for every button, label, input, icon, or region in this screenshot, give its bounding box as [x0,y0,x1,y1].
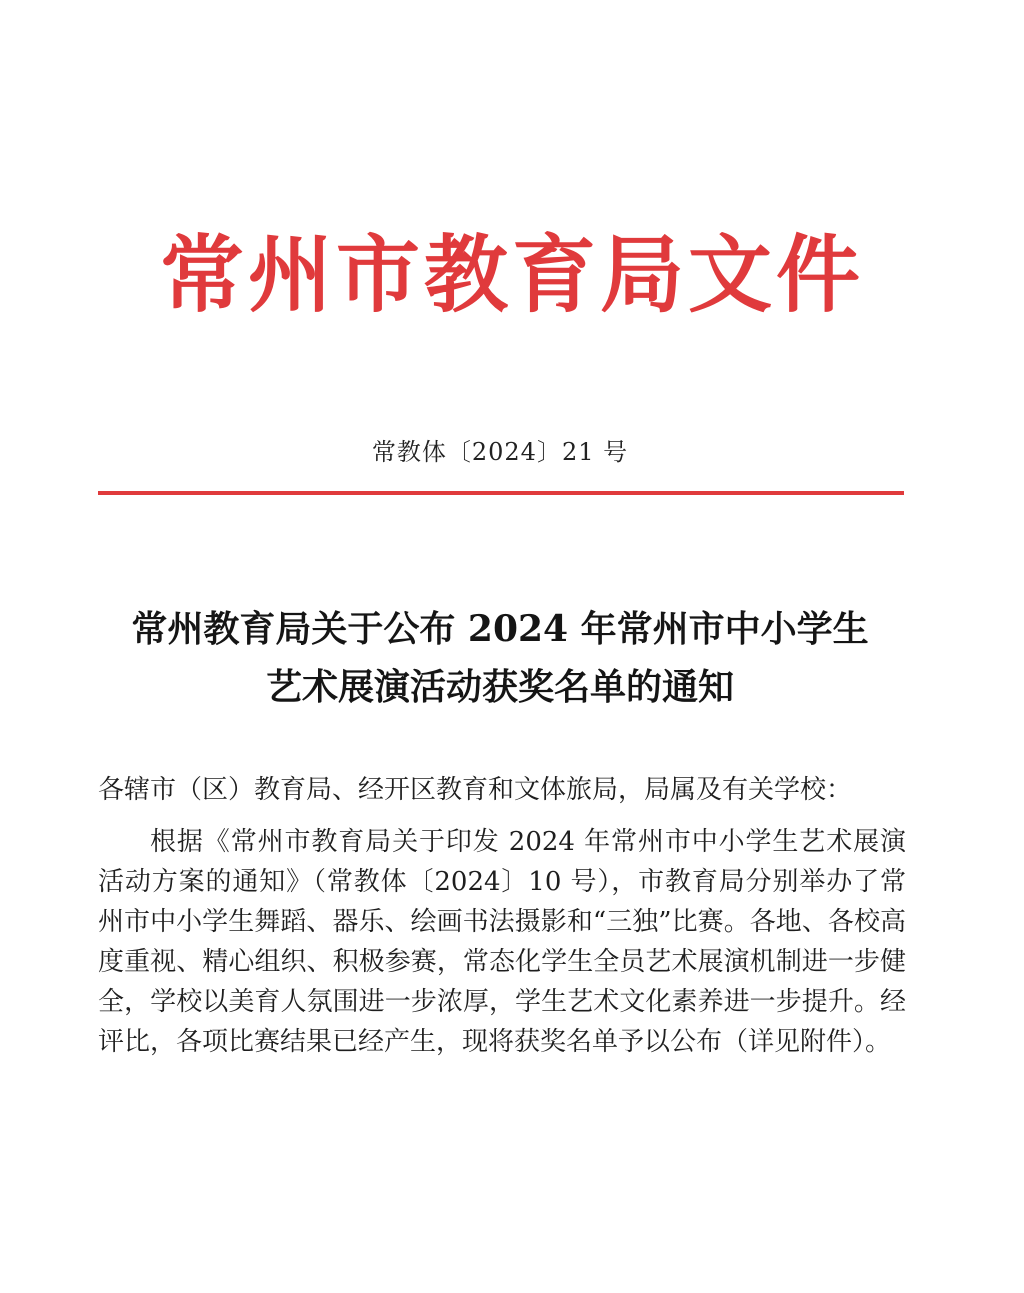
document-title [0,600,1000,716]
body-paragraph [98,822,906,1062]
masthead-title: 常州市教育局文件 [159,225,864,324]
document-number: 常教体〔2024〕21 号 [371,438,629,466]
title-line-1: 常州教育局关于公布 2024 年常州市中小学生 [131,608,869,650]
paragraph-text: 根据《常州市教育局关于印发 2024 年常州市中小学生艺术展演活动方案的通知》（常教体〔2024〕10 号），市教育局分别举办了常州市中小学生舞蹈、器乐、绘画书法摄影和“三独”比赛。各地、各校高度重视、精心组织、积极参赛，常态化学生全员艺术展演机制进一步健全，学校以美育人氛围进一步浓厚，学生艺术文化素养进一步提升。经评比，各项比赛结果已经产生，现将获奖名单予以公布（详见附件）。 [98,827,906,1057]
title-line-2: 艺术展演活动获奖名单的通知 [265,666,734,708]
red-separator-line [98,491,904,495]
salutation: 各辖市（区）教育局、经开区教育和文体旅局，局属及有关学校： [98,775,853,805]
document-body [98,770,906,1062]
